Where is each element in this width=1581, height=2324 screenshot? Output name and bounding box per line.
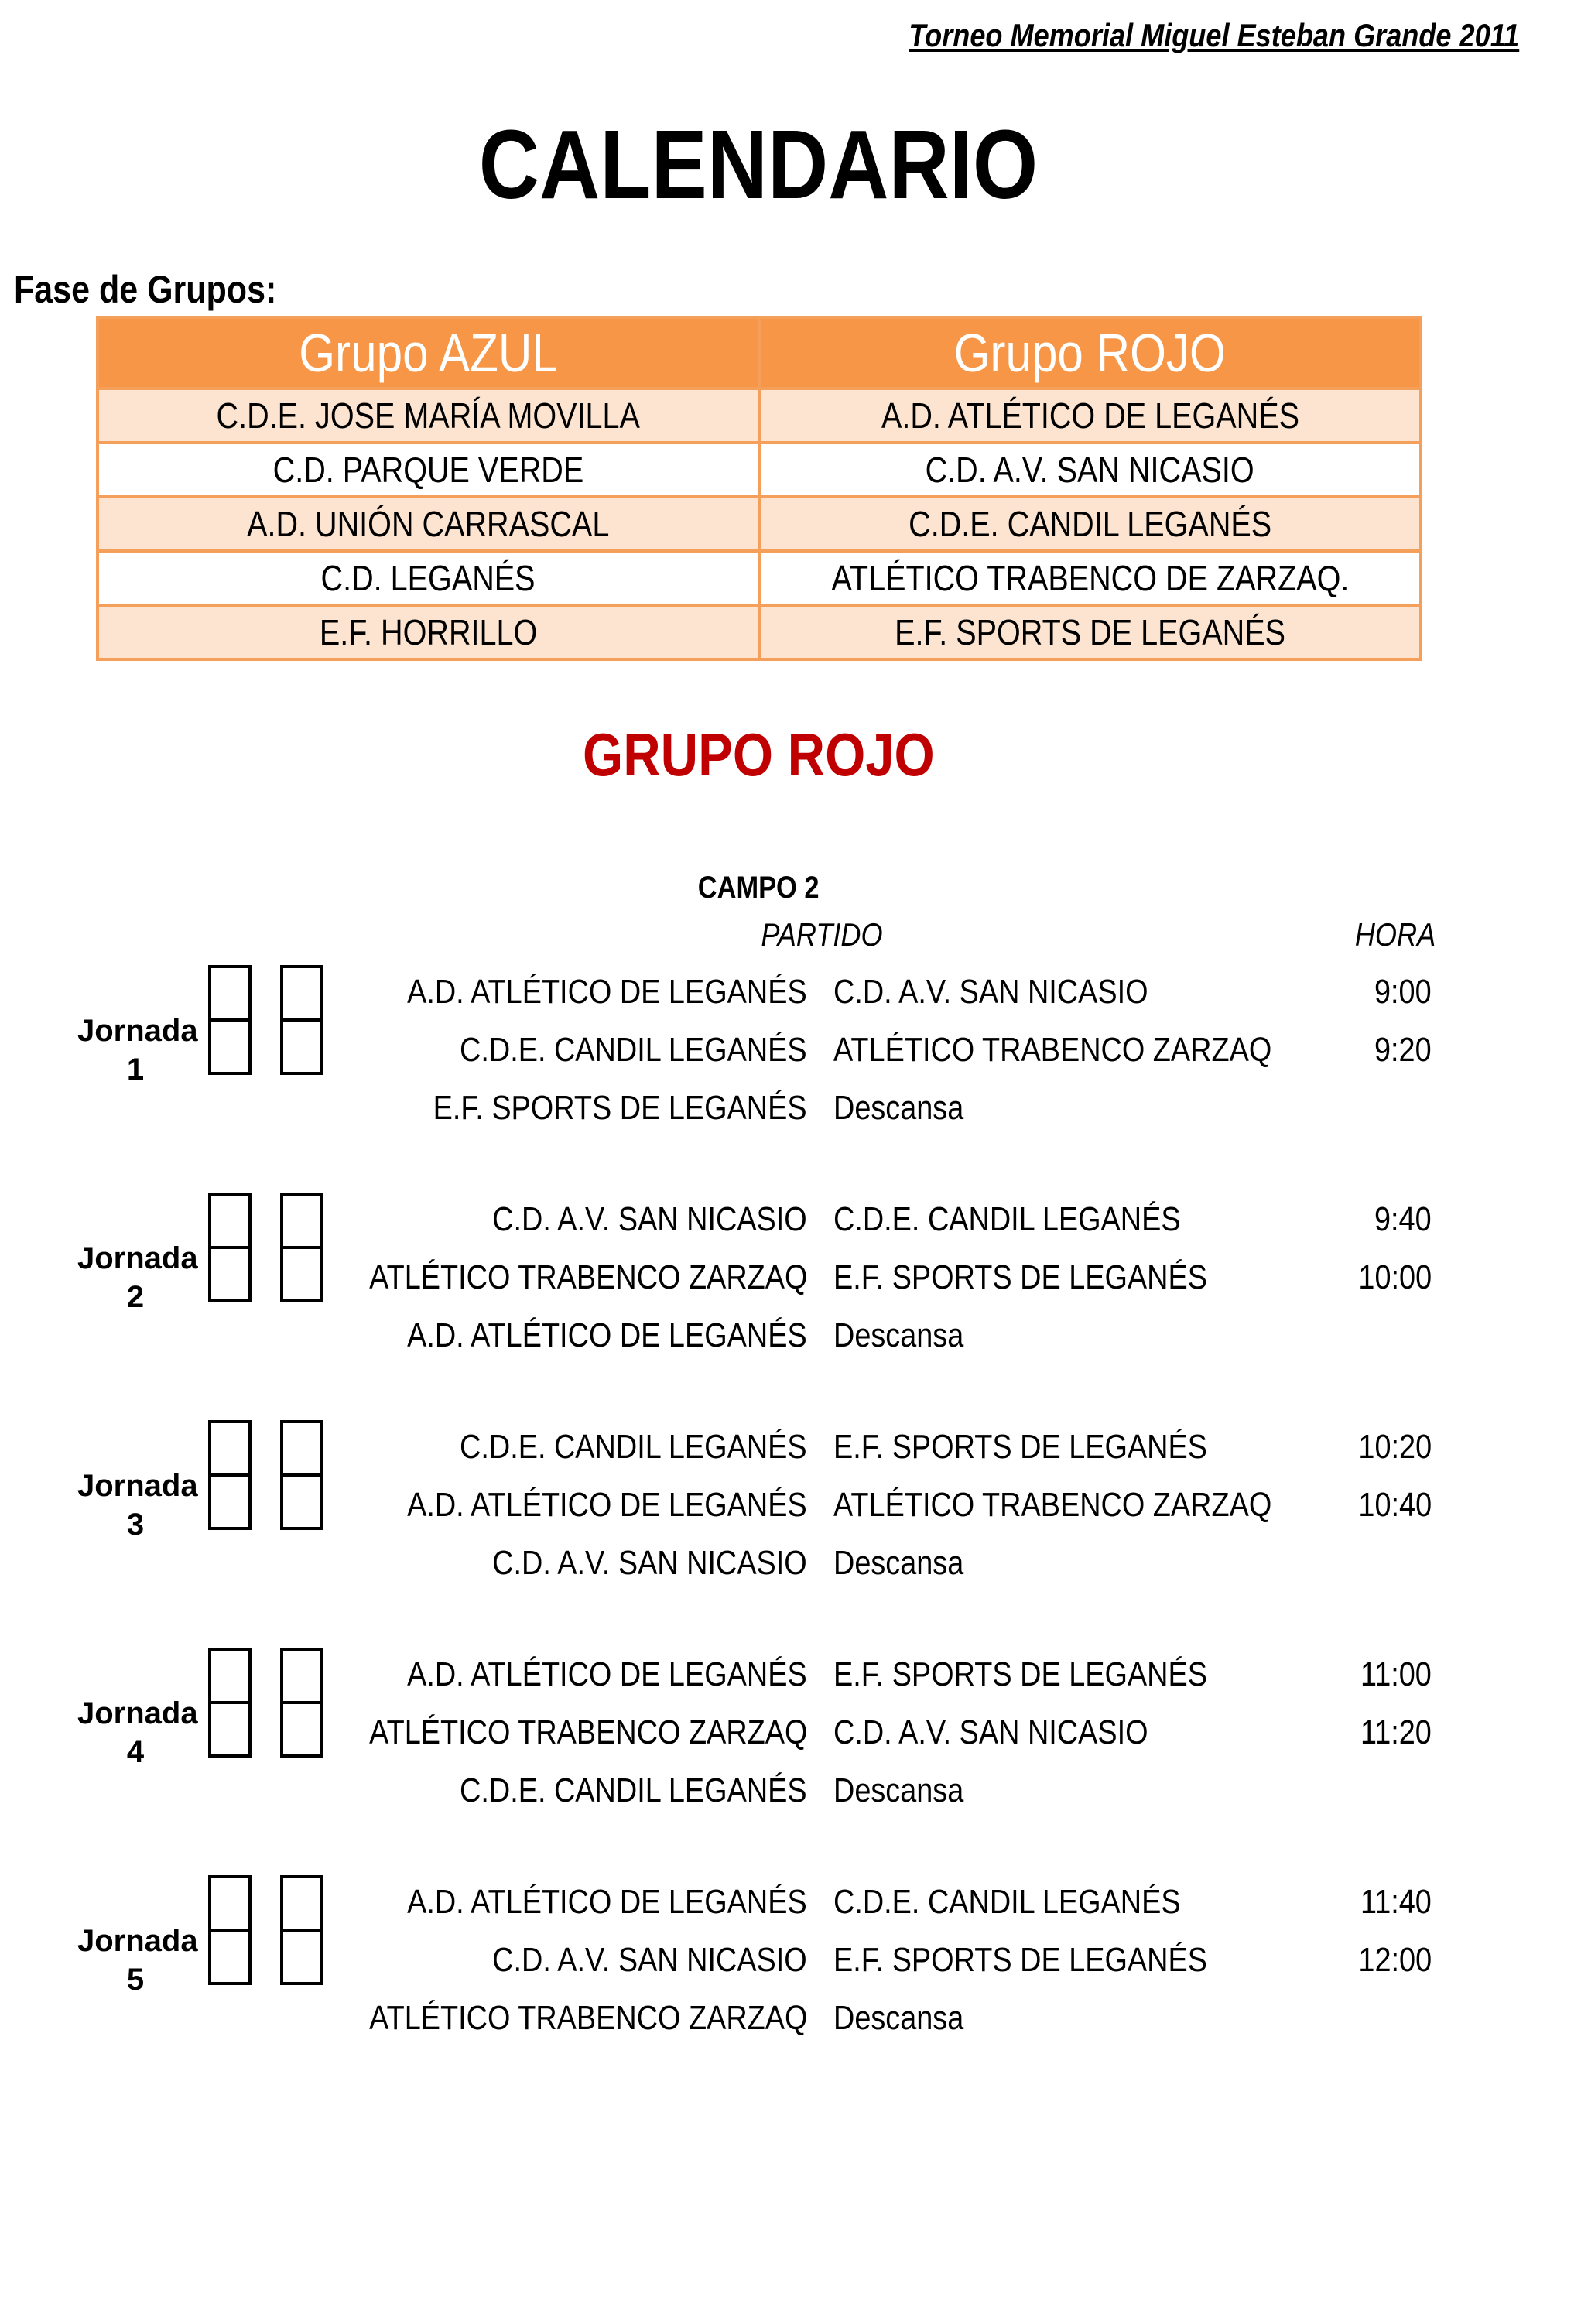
- match-line: [0, 1941, 1581, 1987]
- away-team: E.F. SPORTS DE LEGANÉS: [833, 1258, 1207, 1296]
- column-header-grupo-rojo: [759, 317, 1421, 388]
- match-time: 9:40: [1374, 1200, 1432, 1238]
- team-name: C.D.E. CANDIL LEGANÉS: [909, 504, 1271, 544]
- column-header-label: Grupo AZUL: [299, 323, 558, 383]
- team-name: C.D.E. JOSE MARÍA MOVILLA: [216, 395, 641, 436]
- column-label-text: HORA: [1354, 916, 1436, 953]
- groups-table-header: [98, 317, 1421, 388]
- team-name: C.D. PARQUE VERDE: [272, 450, 584, 490]
- away-team: C.D.E. CANDIL LEGANÉS: [833, 1883, 1181, 1921]
- away-team: C.D. A.V. SAN NICASIO: [833, 1713, 1148, 1751]
- team-name: E.F. HORRILLO: [319, 612, 538, 652]
- rest-label: Descansa: [833, 1771, 964, 1809]
- home-team: A.D. ATLÉTICO DE LEGANÉS: [407, 1486, 807, 1524]
- away-team: C.D. A.V. SAN NICASIO: [833, 973, 1148, 1011]
- home-team: ATLÉTICO TRABENCO ZARZAQ: [368, 1258, 807, 1296]
- round-label-number: 3: [126, 1508, 145, 1542]
- column-header-label: Grupo ROJO: [953, 323, 1227, 383]
- away-team: C.D.E. CANDIL LEGANÉS: [833, 1200, 1181, 1238]
- team-name: ATLÉTICO TRABENCO DE ZARZAQ.: [831, 558, 1349, 598]
- away-team: E.F. SPORTS DE LEGANÉS: [833, 1941, 1207, 1979]
- round-block: [0, 1648, 1581, 1880]
- match-line: [0, 1486, 1581, 1532]
- resting-team: A.D. ATLÉTICO DE LEGANÉS: [407, 1316, 807, 1354]
- away-team: E.F. SPORTS DE LEGANÉS: [833, 1428, 1207, 1466]
- match-line: [0, 1258, 1581, 1305]
- match-line: [0, 1999, 1581, 2045]
- team-name: C.D. A.V. SAN NICASIO: [925, 450, 1255, 490]
- table-cell: [98, 443, 759, 497]
- table-cell: [759, 443, 1421, 497]
- group-heading-text: GRUPO ROJO: [582, 720, 935, 789]
- match-line: [0, 1316, 1581, 1363]
- resting-team: C.D.E. CANDIL LEGANÉS: [460, 1771, 807, 1809]
- round-label-number: 1: [126, 1052, 145, 1087]
- resting-team: E.F. SPORTS DE LEGANÉS: [433, 1089, 807, 1127]
- home-team: C.D.E. CANDIL LEGANÉS: [460, 1428, 807, 1466]
- away-team: E.F. SPORTS DE LEGANÉS: [833, 1655, 1207, 1693]
- table-cell: [759, 605, 1421, 659]
- match-line: [0, 1883, 1581, 1929]
- match-line: [0, 973, 1581, 1019]
- match-time: 9:00: [1374, 973, 1432, 1011]
- phase-label: Fase de Grupos:: [14, 268, 277, 311]
- field-label-text: CAMPO 2: [697, 871, 820, 905]
- column-label-text: PARTIDO: [761, 916, 883, 953]
- round-label-number: 5: [126, 1963, 145, 1997]
- table-cell: [759, 551, 1421, 605]
- column-header-grupo-azul: [98, 317, 759, 388]
- tournament-title: Torneo Memorial Miguel Esteban Grande 2011: [909, 17, 1519, 53]
- table-row: [98, 605, 1421, 659]
- table-cell: [98, 388, 759, 443]
- away-team: ATLÉTICO TRABENCO ZARZAQ: [833, 1486, 1272, 1524]
- match-time: 11:00: [1360, 1655, 1432, 1693]
- match-time: 12:00: [1358, 1941, 1432, 1979]
- round-label-word: Jornada: [77, 1014, 198, 1048]
- table-cell: [759, 497, 1421, 551]
- match-line: [0, 1655, 1581, 1702]
- match-line: [0, 1089, 1581, 1135]
- round-block: [0, 1420, 1581, 1652]
- page-title: [0, 108, 1517, 221]
- match-line: [0, 1200, 1581, 1247]
- match-line: [0, 1544, 1581, 1590]
- table-row: [98, 388, 1421, 443]
- table-row: [98, 551, 1421, 605]
- table-cell: [98, 605, 759, 659]
- rest-label: Descansa: [833, 1316, 964, 1354]
- round-label-word: Jornada: [77, 1241, 198, 1275]
- round-block: [0, 965, 1581, 1197]
- table-cell: [98, 551, 759, 605]
- round-label-word: Jornada: [77, 1924, 198, 1958]
- round-label-word: Jornada: [77, 1696, 198, 1730]
- round-label-number: 2: [126, 1280, 145, 1314]
- groups-table: [96, 316, 1422, 661]
- table-row: [98, 443, 1421, 497]
- match-line: [0, 1771, 1581, 1818]
- rest-label: Descansa: [833, 1089, 964, 1127]
- group-heading: [0, 720, 1517, 790]
- match-time: 10:40: [1358, 1486, 1432, 1524]
- table-cell: [98, 497, 759, 551]
- round-label-word: Jornada: [77, 1469, 198, 1503]
- home-team: A.D. ATLÉTICO DE LEGANÉS: [407, 973, 807, 1011]
- page-title-text: CALENDARIO: [478, 110, 1039, 219]
- home-team: C.D. A.V. SAN NICASIO: [492, 1200, 807, 1238]
- match-time: 10:20: [1358, 1428, 1432, 1466]
- home-team: A.D. ATLÉTICO DE LEGANÉS: [407, 1883, 807, 1921]
- team-name: E.F. SPORTS DE LEGANÉS: [895, 612, 1285, 652]
- match-time: 10:00: [1358, 1258, 1432, 1296]
- table-row: [98, 497, 1421, 551]
- home-team: ATLÉTICO TRABENCO ZARZAQ: [368, 1713, 807, 1751]
- rest-label: Descansa: [833, 1544, 964, 1582]
- team-name: A.D. UNIÓN CARRASCAL: [247, 504, 610, 544]
- match-line: [0, 1713, 1581, 1760]
- team-name: C.D. LEGANÉS: [320, 558, 536, 598]
- home-team: C.D.E. CANDIL LEGANÉS: [460, 1031, 807, 1069]
- home-team: A.D. ATLÉTICO DE LEGANÉS: [407, 1655, 807, 1693]
- match-line: [0, 1031, 1581, 1077]
- round-block: [0, 1875, 1581, 2107]
- match-time: 11:20: [1360, 1713, 1432, 1751]
- resting-team: C.D. A.V. SAN NICASIO: [492, 1544, 807, 1582]
- home-team: C.D. A.V. SAN NICASIO: [492, 1941, 807, 1979]
- match-line: [0, 1428, 1581, 1474]
- resting-team: ATLÉTICO TRABENCO ZARZAQ: [368, 1999, 807, 2037]
- match-time: 9:20: [1374, 1031, 1432, 1069]
- away-team: ATLÉTICO TRABENCO ZARZAQ: [833, 1031, 1272, 1069]
- table-cell: [759, 388, 1421, 443]
- rest-label: Descansa: [833, 1999, 964, 2037]
- team-name: A.D. ATLÉTICO DE LEGANÉS: [881, 395, 1299, 436]
- field-label: [0, 871, 1517, 905]
- round-block: [0, 1193, 1581, 1425]
- round-label-number: 4: [126, 1735, 145, 1769]
- match-time: 11:40: [1360, 1883, 1432, 1921]
